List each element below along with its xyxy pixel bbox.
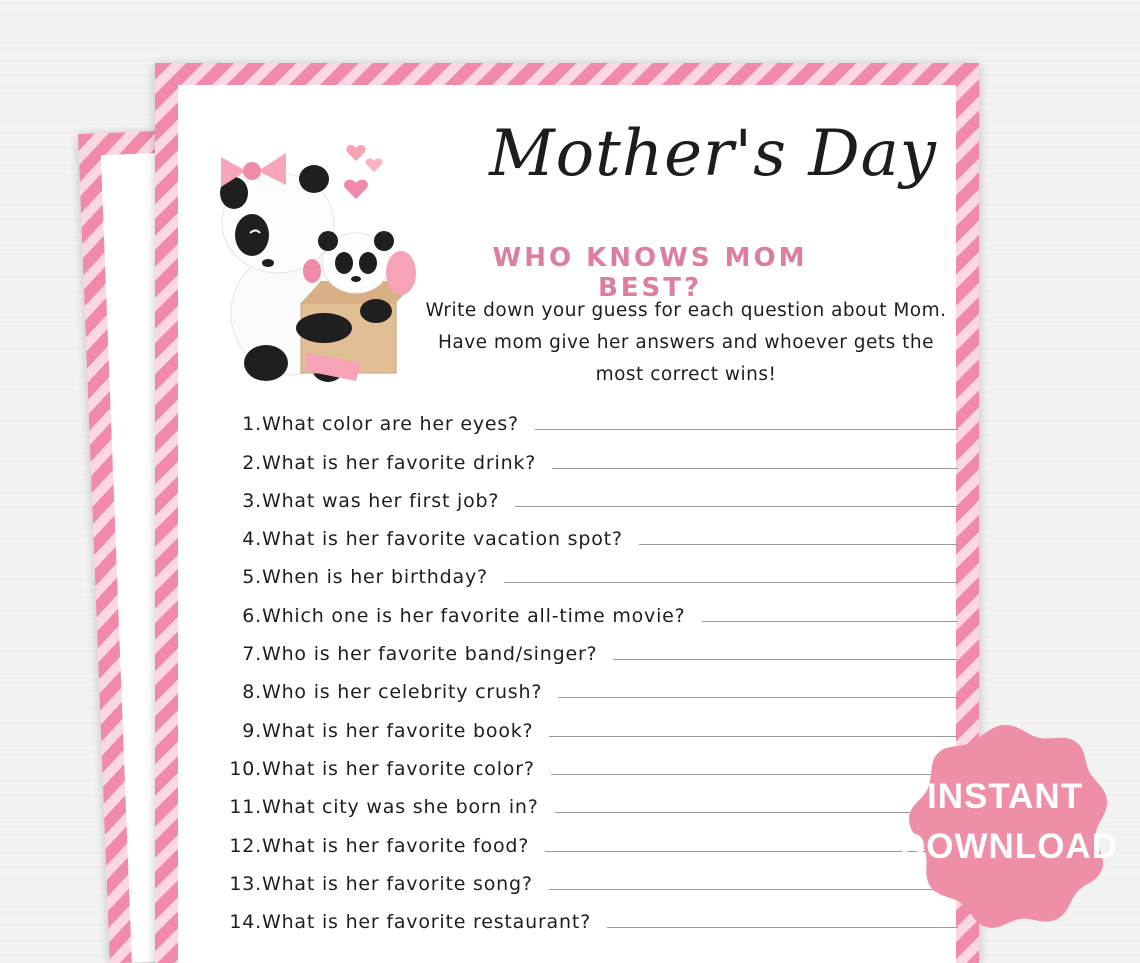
question-text: When is her birthday?	[262, 566, 488, 589]
question-row	[218, 550, 958, 588]
badge-label	[900, 772, 1118, 872]
question-row	[218, 780, 958, 818]
question-text: What is her favorite book?	[262, 719, 534, 742]
answer-line[interactable]	[558, 697, 958, 698]
answer-line[interactable]	[504, 582, 958, 583]
question-text: What is her favorite drink?	[262, 451, 537, 474]
question-number: 8.	[242, 681, 262, 704]
badge-line-2: DOWNLOAD	[900, 827, 1118, 866]
sheet-inner	[178, 85, 956, 963]
answer-line[interactable]	[515, 506, 958, 507]
answer-line[interactable]	[549, 889, 958, 890]
answer-line[interactable]	[702, 621, 958, 622]
question-text: What is her favorite song?	[262, 872, 533, 895]
heart-icon	[366, 158, 383, 172]
question-number: 1.	[242, 413, 262, 436]
question-text: What is her favorite restaurant?	[262, 911, 591, 934]
answer-line[interactable]	[545, 851, 958, 852]
answer-line[interactable]	[613, 659, 958, 660]
heart-icon	[346, 145, 365, 161]
question-text: Who is her favorite band/singer?	[262, 643, 598, 666]
question-row	[218, 665, 958, 703]
question-number: 4.	[242, 528, 262, 551]
answer-line[interactable]	[555, 812, 958, 813]
answer-line[interactable]	[639, 544, 958, 545]
question-number: 10.	[229, 757, 262, 780]
question-number: 2.	[242, 451, 262, 474]
question-number: 3.	[242, 489, 262, 512]
question-row	[218, 703, 958, 741]
question-text: Which one is her favorite all-time movie?	[262, 604, 686, 627]
page-title: Mother's Day	[489, 117, 937, 191]
front-sheet	[155, 63, 979, 963]
question-text: What is her favorite vacation spot?	[262, 528, 623, 551]
question-row	[218, 474, 958, 512]
question-row	[218, 742, 958, 780]
question-text: Who is her celebrity crush?	[262, 681, 543, 704]
heart-icon	[344, 180, 368, 199]
question-number: 7.	[242, 643, 262, 666]
question-text: What was her first job?	[262, 489, 500, 512]
question-row	[218, 588, 958, 626]
question-number: 12.	[229, 834, 262, 857]
question-list	[218, 397, 958, 933]
question-number: 9.	[242, 719, 262, 742]
page-subtitle: WHO KNOWS MOM BEST?	[492, 243, 808, 303]
answer-line[interactable]	[549, 736, 958, 737]
question-row	[218, 818, 958, 856]
answer-line[interactable]	[551, 774, 958, 775]
question-number: 13.	[229, 872, 262, 895]
question-row	[218, 857, 958, 895]
question-number: 14.	[229, 911, 262, 934]
question-text: What is her favorite food?	[262, 834, 530, 857]
question-text: What is her favorite color?	[262, 757, 535, 780]
answer-line[interactable]	[535, 429, 958, 430]
question-number: 5.	[242, 566, 262, 589]
question-row	[218, 512, 958, 550]
badge-line-1: INSTANT	[926, 777, 1084, 816]
panda-illustration	[206, 113, 436, 383]
question-row	[218, 397, 958, 435]
question-row	[218, 627, 958, 665]
question-number: 11.	[229, 796, 262, 819]
instructions-text: Write down your guess for each question about Mom. Have mom give her answers and whoever gets the most correct wins!	[425, 300, 947, 385]
question-number: 6.	[242, 604, 262, 627]
question-text: What city was she born in?	[262, 796, 539, 819]
question-row	[218, 895, 958, 933]
question-row	[218, 435, 958, 473]
question-text: What color are her eyes?	[262, 413, 519, 436]
instant-download-badge	[900, 720, 1118, 930]
answer-line[interactable]	[552, 468, 958, 469]
